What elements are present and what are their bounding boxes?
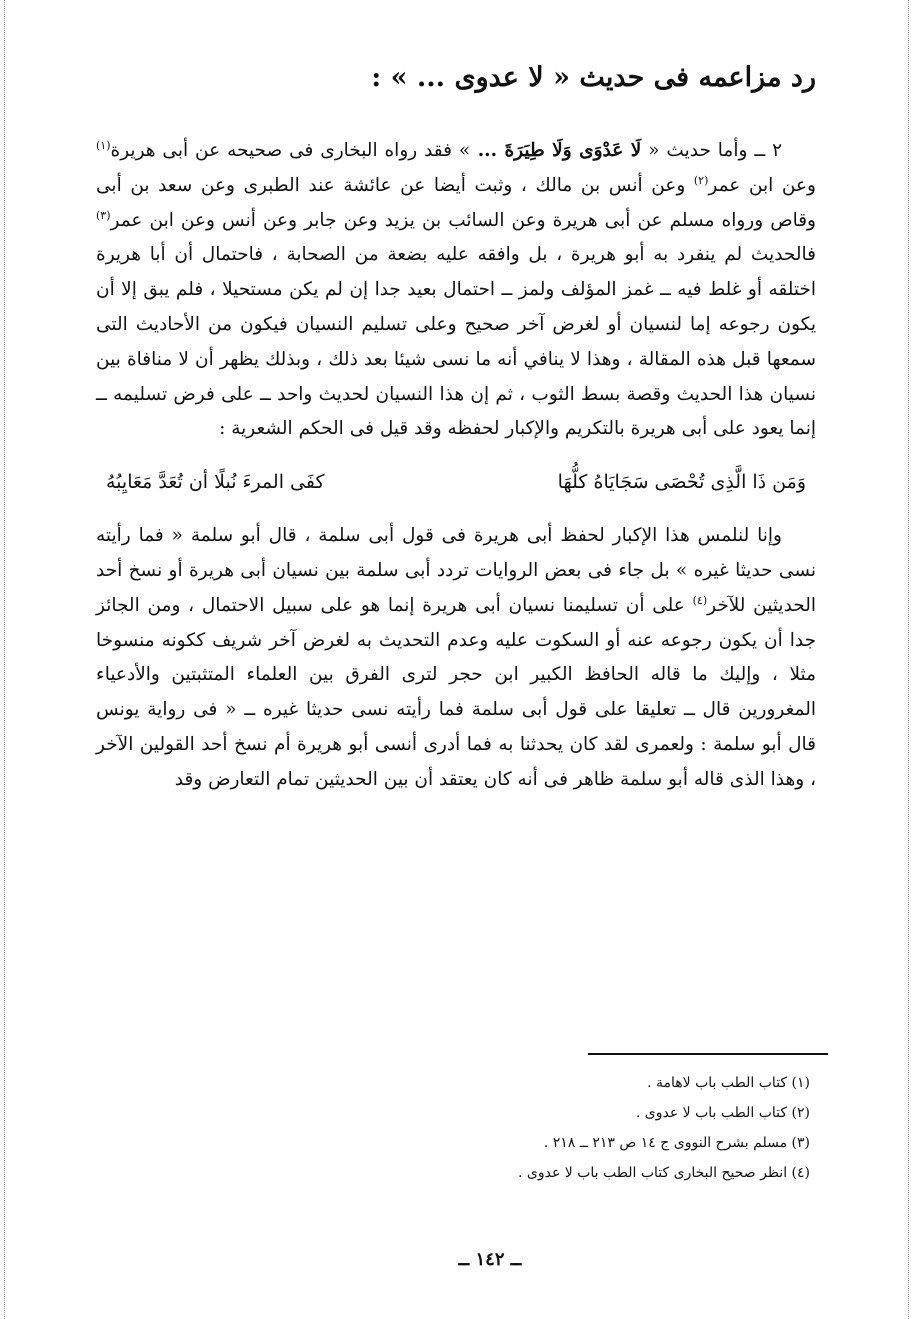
poetry-verse (96, 463, 816, 501)
page-number: ــ ١٤٢ ــ (458, 1249, 522, 1270)
right-margin-guide (908, 0, 909, 1319)
footnote-ref-1: (١) (96, 138, 111, 152)
page-title: رد مزاعمه فى حديث « لا عدوى ... » : (371, 62, 816, 93)
footnote-ref-4: (٤) (692, 593, 708, 607)
paragraph-one-segment-3: » فقد رواه البخارى فى صحيحه عن أبى هريرة (110, 140, 471, 161)
footnote-separator (588, 1053, 828, 1055)
paragraph-two (96, 519, 816, 797)
paragraph-one-segment-7: وعن أنس بن مالك ، وثبت أيضا عن عائشة عند الطبرى وعن سعد بن أبى وقاص ورواه مسلم عن أبى هريرة وعن السائب بن يزيد وعن جابر وعن أنس وعن ابن عمر (96, 174, 816, 231)
paragraph-one-segment-1: ٢ ــ وأما حديث « (641, 140, 782, 161)
footnote-3: (٣) مسلم بشرح النووى ج ١٤ ص ٢١٣ ــ ٢١٨ . (543, 1135, 810, 1151)
footnote-ref-2: (٢) (693, 173, 709, 187)
footnotes (310, 1068, 810, 1188)
paragraph-two-segment-1: وإنا لنلمس هذا الإكبار لحفظ أبى هريرة فى قول أبى سلمة ، قال أبو سلمة « فما رأيته نسى حديثا غيره » بل جاء فى بعض الروايات تردد أبى سلمة بين نسيان أبى هريرة أو نسخ أحد الحديثين للآخر (96, 525, 817, 616)
paragraph-one-segment-5: وعن ابن عمر (708, 174, 816, 196)
footnote-ref-3: (٣) (96, 208, 111, 222)
footnote-1: (١) كتاب الطب باب لاهامة . (647, 1075, 810, 1091)
footnote-2: (٢) كتاب الطب باب لا عدوى . (635, 1105, 810, 1121)
poetry-left-hemistich: كفَى المرءَ نُبلًا أن تُعَدَّ مَعَايِبُهُ (106, 471, 325, 494)
paragraph-one-segment-9: فالحديث لم ينفرد به أبو هريرة ، بل وافقه عليه بضعة من الصحابة ، فاحتمال أن أبا هريرة اختلقه أو غلط فيه ــ غمز المؤلف ولمز ــ احتمال بعيد جدا إن لم يكن مستحيلا ، فلم يبق إلا أن يكون رجوعه إما لنسيان أو لغرض آخر صحيح وعلى تسليم النسيان فيكون من الأحاديث التى سمعها قبل هذه المقالة ، وهذا لا ينافي أنه ما نسى شيئا بعد ذلك ، وبذلك يظهر أن لا منافاة بين نسيان هذا الحديث وقصة بسط الثوب ، ثم إن هذا النسيان لحديث واحد ــ على فرض تسليمه ــ إنما يعود على أبى هريرة بالتكريم والإكبار لحفظه وقد قيل فى الحكم الشعرية : (96, 244, 816, 440)
hadith-phrase: لَا عَدْوَى وَلَا طِيَرَةَ ... (470, 140, 642, 161)
left-margin-guide (4, 0, 5, 1319)
page-content (96, 58, 816, 798)
footnote-4: (٤) انظر صحيح البخارى كتاب الطب باب لا عدوى . (517, 1165, 810, 1181)
paragraph-one (96, 134, 816, 447)
poetry-right-hemistich: وَمَن ذَا الَّذِى تُحْصَى سَجَايَاهُ كلُّهَا (557, 471, 806, 494)
paragraph-two-segment-3: على أن تسليمنا نسيان أبى هريرة إنما هو على سبيل الاحتمال ، ومن الجائز جدا أن يكون رجوعه عنه أو السكوت عليه وعدم التحديث به لغرض آخر شريف ككونه منسوخا مثلا ، وإليك ما قاله الحافظ الكبير ابن حجر لترى الفرق بين العلماء المتثبتين والأدعياء المغرورين قال ــ تعليقا على قول أبى سلمة فما رأيته نسى حديثا غيره ــ « فى رواية يونس قال أبو سلمة : ولعمرى لقد كان يحدثنا به فما أدرى أنسى أبو هريرة أم نسخ أحد القولين الآخر ، وهذا الذى قاله أبو سلمة ظاهر فى أنه كان يعتقد أن بين الحديثين تمام التعارض وقد (96, 594, 816, 790)
